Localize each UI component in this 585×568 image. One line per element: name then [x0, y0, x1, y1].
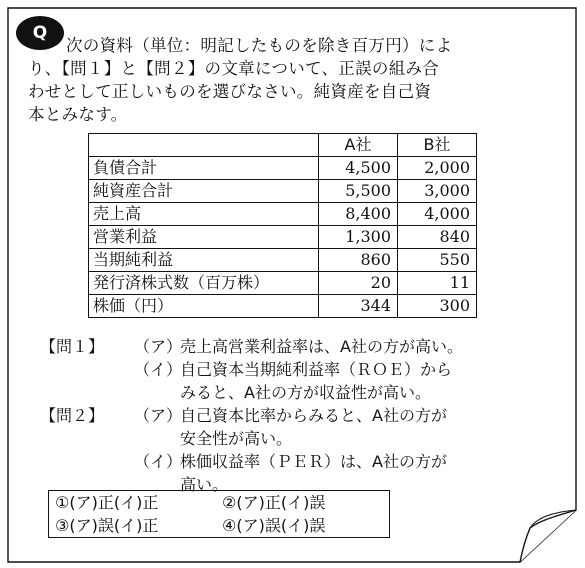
- company-b-value: 4,000: [398, 203, 477, 226]
- table-row: [89, 157, 477, 180]
- company-a-value: 5,500: [319, 180, 398, 203]
- q1-statement-b: [40, 358, 560, 404]
- q1-tag: 【問１】: [40, 337, 105, 356]
- q2-a-line-1: 自己資本比率からみると、A社の方が: [180, 406, 447, 425]
- question-line-2: り、【問１】と【問２】の文章について、正誤の組み合: [28, 59, 440, 78]
- q1-a-line-1: 売上高営業利益率は、A社の方が高い。: [180, 337, 463, 356]
- table-row: [89, 180, 477, 203]
- company-a-value: 344: [319, 295, 398, 318]
- q2-a-line-2: 安全性が高い。: [180, 429, 293, 448]
- company-a-value: 8,400: [319, 203, 398, 226]
- table-header-company-b: B社: [398, 134, 477, 157]
- question-line-3: わせとして正しいものを選びなさい。純資産を自己資: [28, 82, 432, 101]
- question-line-1-text: 次の資料（単位：明記したものを除き百万円）によ: [66, 36, 453, 55]
- table-header-row: [89, 134, 477, 157]
- company-b-value: 3,000: [398, 180, 477, 203]
- choices-row-2: [55, 514, 389, 537]
- company-a-value: 1,300: [319, 226, 398, 249]
- table-row: [89, 272, 477, 295]
- choice-2[interactable]: ②(ア)正(イ)誤: [222, 493, 326, 512]
- table-header-company-a: A社: [319, 134, 398, 157]
- q-badge-label: Q: [32, 23, 48, 43]
- q2-b-line-2: 高い。: [180, 475, 229, 494]
- company-a-value: 20: [319, 272, 398, 295]
- table-row: [89, 203, 477, 226]
- q2-a-text: [180, 404, 560, 450]
- q1-b-line-1: 自己資本当期純利益率（ＲＯＥ）から: [180, 360, 453, 379]
- table-row: [89, 249, 477, 272]
- company-b-value: 840: [398, 226, 477, 249]
- table-row: [89, 295, 477, 318]
- row-label: 発行済株式数（百万株）: [89, 272, 319, 295]
- table-header-blank: [89, 134, 319, 157]
- company-b-value: 300: [398, 295, 477, 318]
- row-label: 純資産合計: [89, 180, 319, 203]
- statements: [40, 335, 560, 496]
- question-line-1: [28, 34, 548, 57]
- row-label: 営業利益: [89, 226, 319, 249]
- row-label: 株価（円）: [89, 295, 319, 318]
- company-b-value: 550: [398, 249, 477, 272]
- choice-4[interactable]: ④(ア)誤(イ)誤: [222, 516, 326, 535]
- q1-b-mark: （イ）: [134, 360, 183, 379]
- row-label: 売上高: [89, 203, 319, 226]
- financial-data-table: [88, 133, 477, 318]
- row-label: 負債合計: [89, 157, 319, 180]
- q1-b-text: [180, 358, 560, 404]
- choice-1[interactable]: ①(ア)正(イ)正: [55, 493, 159, 512]
- q1-b-line-2: みると、A社の方が収益性が高い。: [180, 383, 431, 402]
- q2-tag: 【問２】: [40, 406, 105, 425]
- q2-b-mark: （イ）: [134, 452, 183, 471]
- q1-a-text: [180, 335, 560, 358]
- question-text: [28, 34, 548, 126]
- q2-b-line-1: 株価収益率（ＰＥＲ）は、A社の方が: [180, 452, 447, 471]
- company-b-value: 2,000: [398, 157, 477, 180]
- q1-statement-a: [40, 335, 560, 358]
- q2-statement-a: [40, 404, 560, 450]
- company-a-value: 860: [319, 249, 398, 272]
- choices-row-1: [55, 491, 389, 514]
- choice-3[interactable]: ③(ア)誤(イ)正: [55, 516, 159, 535]
- q2-a-mark: （ア）: [134, 406, 183, 425]
- q1-a-mark: （ア）: [134, 337, 183, 356]
- question-line-4: 本とみなす。: [28, 105, 128, 124]
- company-a-value: 4,500: [319, 157, 398, 180]
- row-label: 当期純利益: [89, 249, 319, 272]
- company-b-value: 11: [398, 272, 477, 295]
- answer-choices: [48, 490, 390, 538]
- table-row: [89, 226, 477, 249]
